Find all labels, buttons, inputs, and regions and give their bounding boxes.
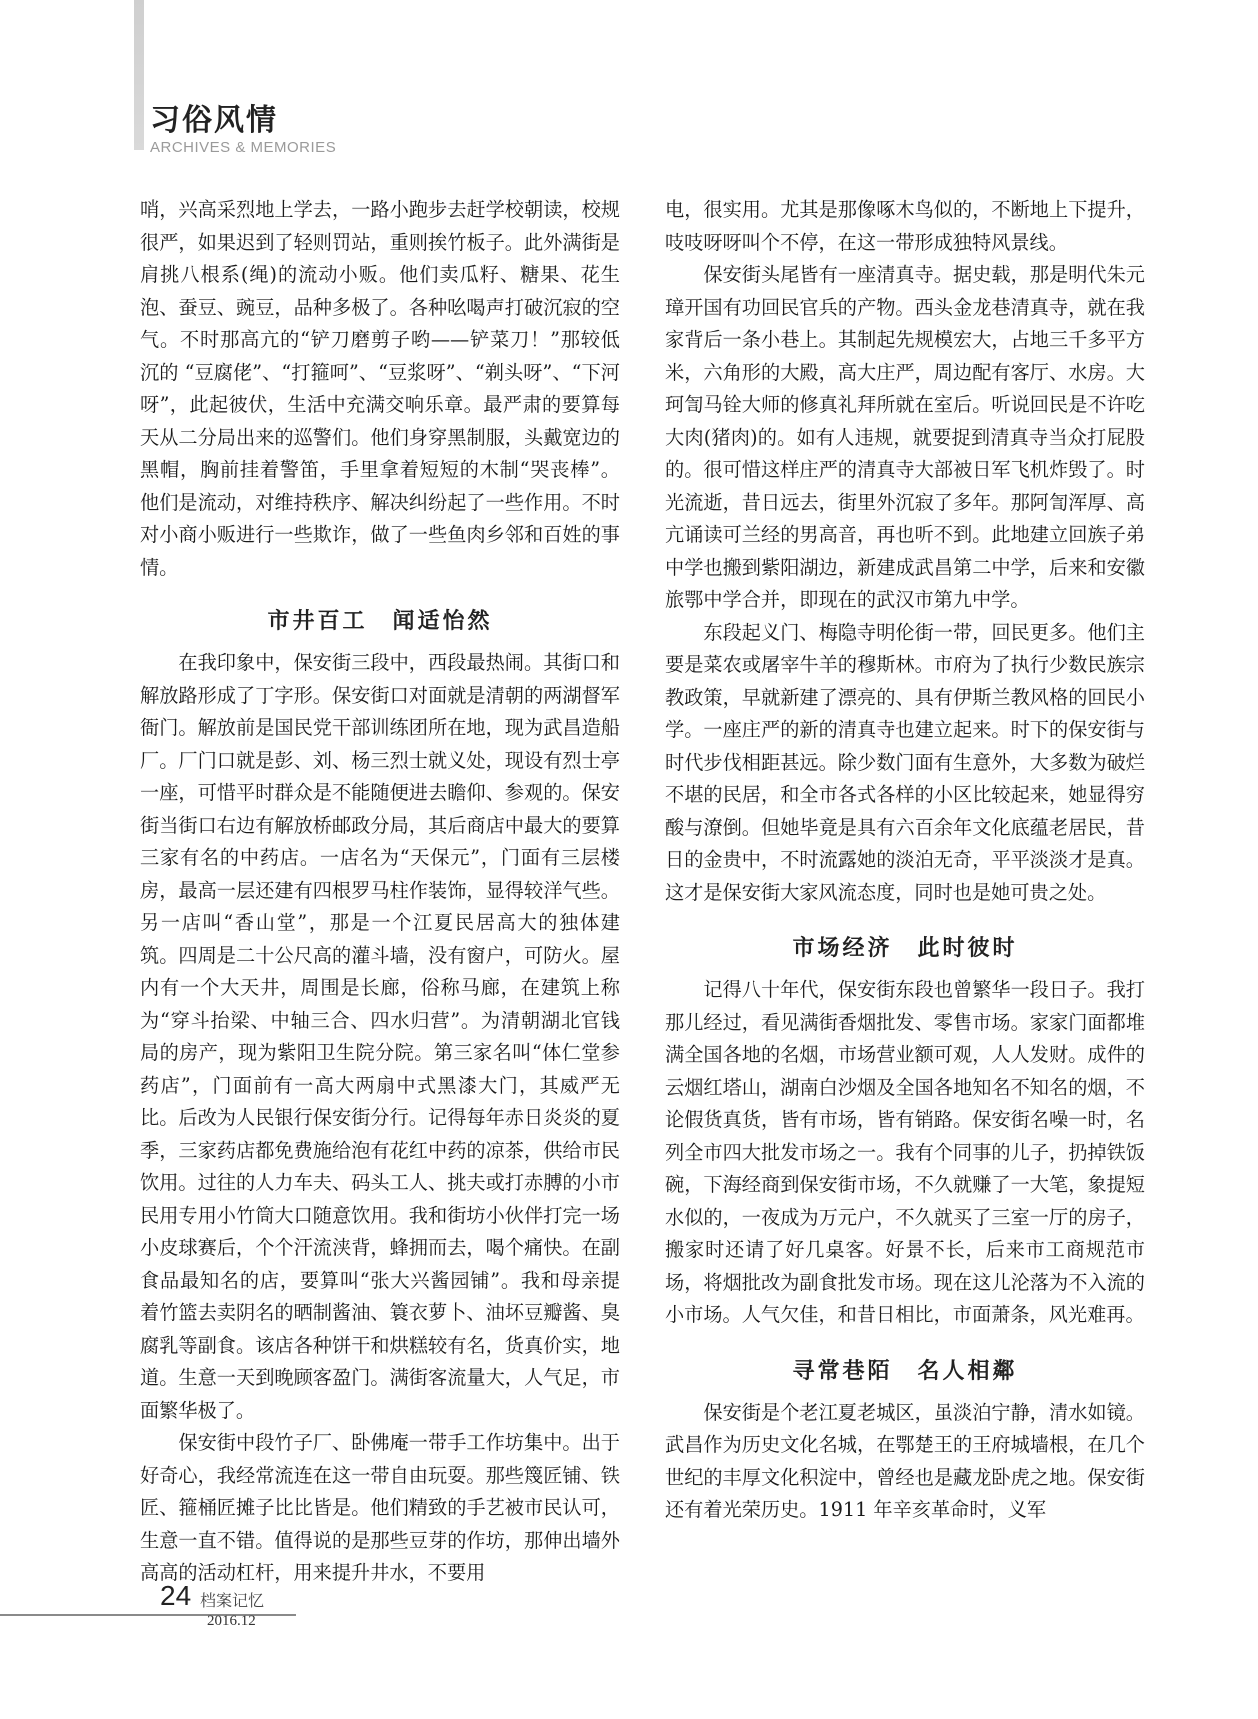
journal-name: 档案记忆 xyxy=(200,1591,265,1610)
page-number: 24 xyxy=(160,1580,192,1611)
header-accent-bar xyxy=(134,0,144,150)
section-subtitle: ARCHIVES & MEMORIES xyxy=(150,139,337,156)
right-column xyxy=(665,194,1145,1527)
paragraph: 东段起义门、梅隐寺明伦街一带，回民更多。他们主要是菜农或屠宰牛羊的穆斯林。市府为了执行少数民族宗教政策，早就新建了漂亮的、具有伊斯兰教风格的回民小学。一座庄严的新的清真寺也建立起来。时下的保安街与时代步伐相距甚远。除少数门面有生意外，大多数为破烂不堪的民居，和全市各式各样的小区比较起来，她显得穷酸与潦倒。但她毕竟是具有六百余年文化底蕴老居民，昔日的金贵中，不时流露她的淡泊无奇，平平淡淡才是真。这才是保安街大家风流态度，同时也是她可贵之处。 xyxy=(665,620,1145,904)
subheading: 寻常巷陌 名人相鄰 xyxy=(792,1358,1018,1384)
section-title: 习俗风情 xyxy=(150,103,278,138)
left-column xyxy=(140,194,620,1590)
issue-date: 2016.12 xyxy=(207,1613,256,1629)
paragraph: 哨，兴高采烈地上学去，一路小跑步去赶学校朝读，校规很严，如果迟到了轻则罚站，重则挨竹板子。此外满街是肩挑八根系(绳)的流动小贩。他们卖瓜籽、糖果、花生泡、蚕豆、豌豆，品种多极了。各种吆喝声打破沉寂的空气。不时那高亢的“铲刀磨剪子哟——铲菜刀！”那较低沉的 “豆腐佬”、“打箍呵”、“豆浆呀”、“剃头呀”、“下河呀”，此起彼伏，生活中充满交响乐章。最严肃的要算每天从二分局出来的巡警们。他们身穿黑制服，头戴宽边的黑帽，胸前挂着警笛，手里拿着短短的木制“哭丧棒”。他们是流动，对维持秩序、解决纠纷起了一些作用。不时对小商小贩进行一些欺诈，做了一些鱼肉乡邻和百姓的事情。 xyxy=(140,198,620,579)
paragraph: 记得八十年代，保安街东段也曾繁华一段日子。我打那儿经过，看见满街香烟批发、零售市场。家家门面都堆满全国各地的名烟，市场营业额可观，人人发财。成件的云烟红塔山，湖南白沙烟及全国各地知名不知名的烟，不论假货真货，皆有市场，皆有销路。保安街名噪一时，名列全市四大批发市场之一。我有个同事的儿子，扔掉铁饭碗，下海经商到保安街市场，不久就赚了一大笔，象提短水似的，一夜成为万元户，不久就买了三室一厅的房子，搬家时还请了好几桌客。好景不长，后来市工商规范市场，将烟批改为副食批发市场。现在这儿沦落为不入流的小市场。人气欠佳，和昔日相比，市面萧条，风光难再。 xyxy=(665,978,1145,1326)
paragraph: 保安街是个老江夏老城区，虽淡泊宁静，清水如镜。武昌作为历史文化名城，在鄂楚王的王府城墙根，在几个世纪的丰厚文化积淀中，曾经也是藏龙卧虎之地。保安街还有着光荣历史。1911 年辛亥革命时，义军 xyxy=(665,1400,1145,1521)
paragraph: 电，很实用。尤其是那像啄木鸟似的，不断地上下提升，吱吱呀呀叫个不停，在这一带形成独特风景线。 xyxy=(665,198,1145,254)
subheading: 市井百工 闻适怡然 xyxy=(267,609,493,634)
paragraph: 保安街头尾皆有一座清真寺。据史载，那是明代朱元璋开国有功回民官兵的产物。西头金龙巷清真寺，就在我家背后一条小巷上。其制起先规模宏大，占地三千多平方米，六角形的大殿，高大庄严，周边配有客厅、水房。大珂訇马铨大师的修真礼拜所就在室后。听说回民是不许吃大肉(猪肉)的。如有人违规，就要捉到清真寺当众打屁股的。很可惜这样庄严的清真寺大部被日军飞机炸毁了。时光流逝，昔日远去，街里外沉寂了多年。那阿訇浑厚、高亢诵读可兰经的男高音，再也听不到。此地建立回族子弟中学也搬到紫阳湖边，新建成武昌第二中学，后来和安徽旅鄂中学合并，即现在的武汉市第九中学。 xyxy=(665,263,1145,611)
subheading: 市场经济 此时彼时 xyxy=(792,936,1018,961)
paragraph: 保安街中段竹子厂、卧佛庵一带手工作坊集中。出于好奇心，我经常流连在这一带自由玩耍。那些篾匠铺、铁匠、箍桶匠摊子比比皆是。他们精致的手艺被市民认可，生意一直不错。值得说的是那些豆芽的作坊，那伸出墙外高高的活动杠杆，用来提升井水，不要用 xyxy=(140,1431,620,1584)
paragraph: 在我印象中，保安街三段中，西段最热闹。其街口和解放路形成了丁字形。保安街口对面就是清朝的两湖督军衙门。解放前是国民党干部训练团所在地，现为武昌造船厂。厂门口就是彭、刘、杨三烈士就义处，现设有烈士亭一座，可惜平时群众是不能随便进去瞻仰、参观的。保安街当街口右边有解放桥邮政分局，其后商店中最大的要算三家有名的中药店。一店名为“天保元”，门面有三层楼房，最高一层还建有四根罗马柱作装饰，显得较洋气些。另一店叫“香山堂”，那是一个江夏民居高大的独体建筑。四周是二十公尺高的灌斗墙，没有窗户，可防火。屋内有一个大天井，周围是长廊，俗称马廊，在建筑上称为“穿斗抬梁、中轴三合、四水归营”。为清朝湖北官钱局的房产，现为紫阳卫生院分院。第三家名叫“体仁堂参药店”，门面前有一高大两扇中式黑漆大门，其威严无比。后改为人民银行保安街分行。记得每年赤日炎炎的夏季，三家药店都免费施给泡有花红中药的凉茶，供给市民饮用。过往的人力车夫、码头工人、挑夫或打赤膊的小市民用专用小竹筒大口随意饮用。我和街坊小伙伴打完一场小皮球赛后，个个汗流浃背，蜂拥而去，喝个痛快。在副食品最知名的店，要算叫“张大兴酱园铺”。我和母亲提着竹篮去卖阴名的晒制酱油、簑衣萝卜、油坏豆瓣酱、臭腐乳等副食。该店各种饼干和烘糕较有名，货真价实，地道。生意一天到晚顾客盈门。满街客流量大，人气足，市面繁华极了。 xyxy=(140,651,620,1422)
